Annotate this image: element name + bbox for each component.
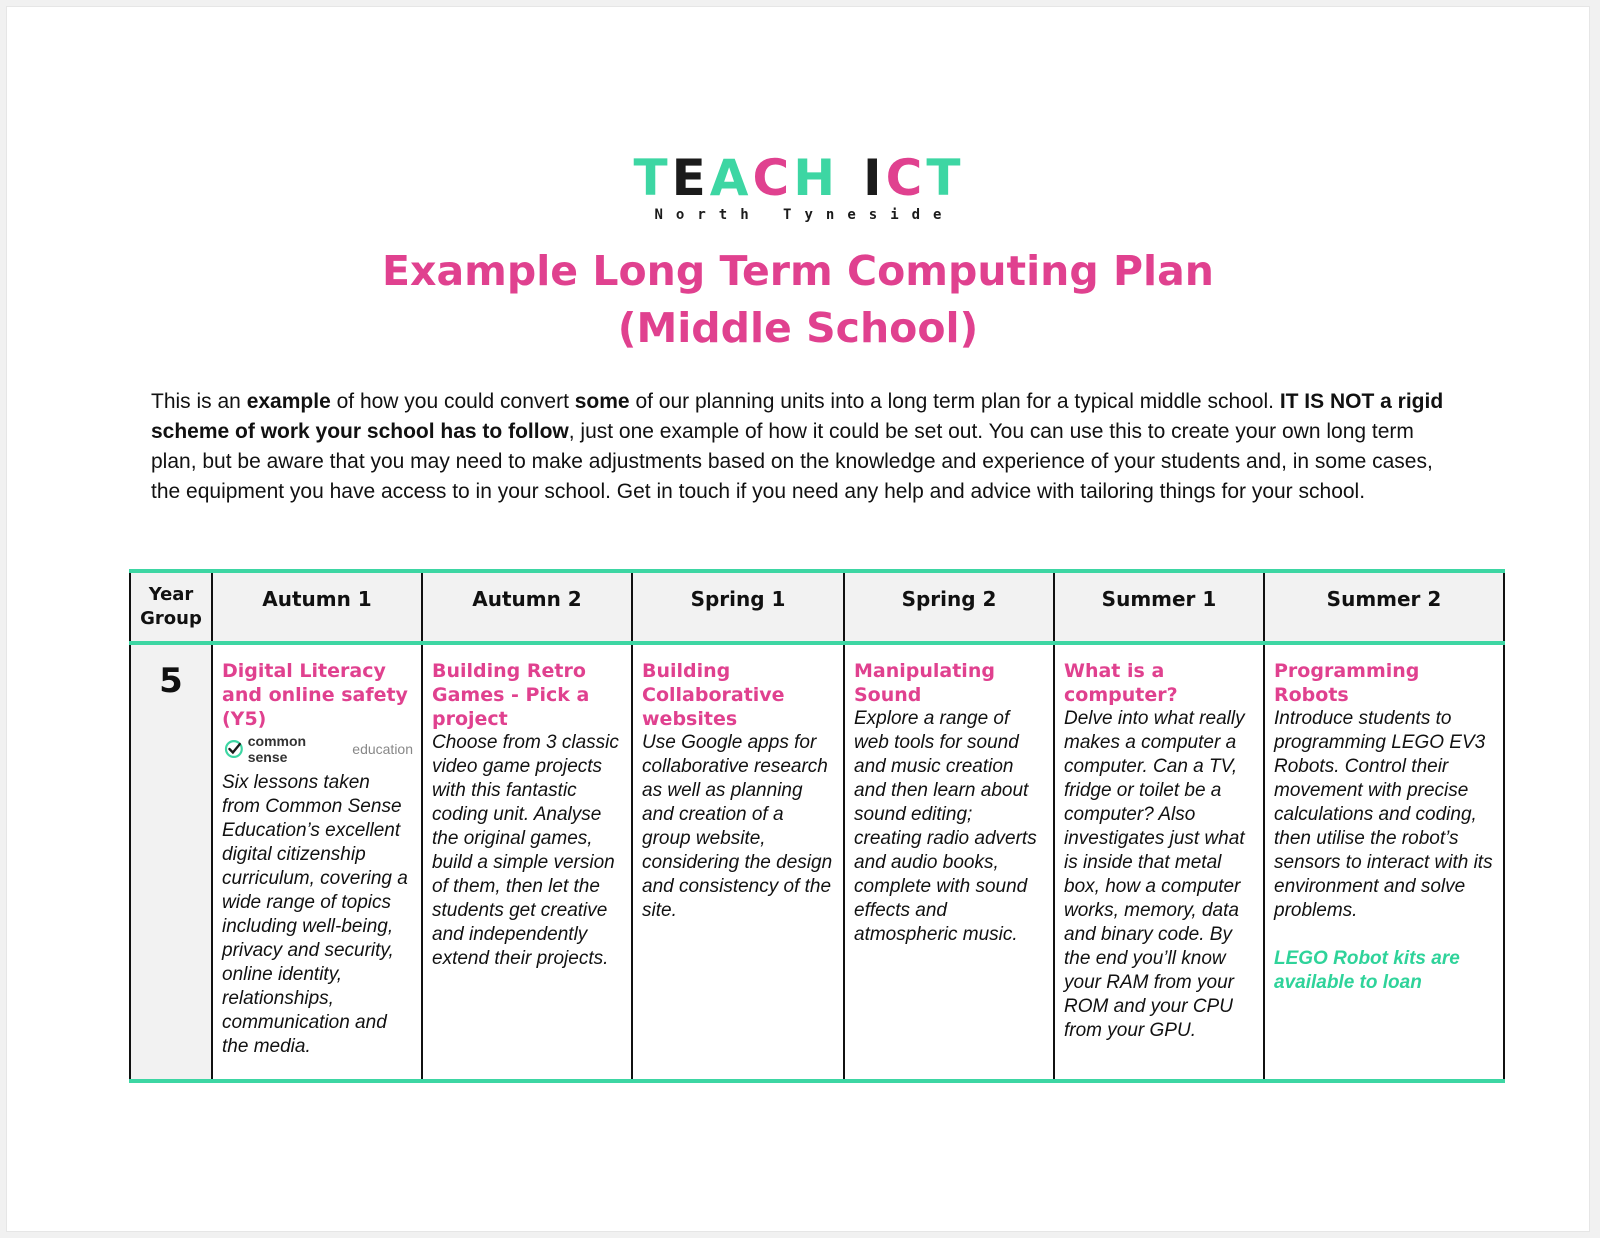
unit-description: Use Google apps for collaborative research as well as planning and creation of a group website, considering the design and consistency of the site. <box>642 732 833 921</box>
unit-cell <box>1264 643 1504 1081</box>
title-line-2: (Middle School) <box>617 304 979 352</box>
logo-wordmark <box>633 149 963 207</box>
check-circle-icon <box>224 739 244 759</box>
intro-text: This is an <box>151 390 247 413</box>
intro-bold: IT IS NOT a rigid scheme of work your school has to follow <box>151 390 1444 443</box>
intro-bold: example <box>246 390 331 413</box>
logo-subtitle: North Tyneside <box>654 207 955 223</box>
logo-letter: C <box>752 149 792 207</box>
badge-brand: common sense <box>247 733 307 765</box>
badge-suffix: education <box>352 741 413 757</box>
title-line-1: Example Long Term Computing Plan <box>382 247 1214 295</box>
logo-letter: C <box>885 149 925 207</box>
common-sense-badge <box>224 733 413 765</box>
header-term: Autumn 2 <box>422 571 632 643</box>
logo-letter: T <box>633 149 670 207</box>
unit-title: Building Collaborative websites <box>642 660 785 730</box>
logo-letter: I <box>863 149 884 207</box>
unit-title: Building Retro Games - Pick a project <box>432 660 590 730</box>
intro-bold: some <box>574 390 630 413</box>
teach-ict-logo <box>7 149 1589 223</box>
intro-paragraph <box>151 387 1461 507</box>
header-term: Autumn 1 <box>212 571 422 643</box>
header-term: Spring 1 <box>632 571 844 643</box>
page-title <box>7 243 1589 357</box>
unit-description: Explore a range of web tools for sound and music creation and then learn about sound editing; creating radio adverts and audio books, complete with sound effects and atmospheric music. <box>854 708 1037 945</box>
year-cell: 5 <box>130 643 212 1081</box>
logo-letter: E <box>671 149 708 207</box>
intro-text: of how you could convert <box>330 390 575 413</box>
unit-title: Digital Literacy and online safety (Y5) <box>222 660 408 730</box>
unit-title: What is a computer? <box>1064 660 1178 706</box>
unit-cell <box>632 643 844 1081</box>
header-term: Summer 1 <box>1054 571 1264 643</box>
header-term: Summer 2 <box>1264 571 1504 643</box>
intro-text: , just one example of how it could be set out. You can use this to create your own long term plan, but be aware that you may need to make adjustments based on the knowledge and experience of your students and, in some cases, the equipment you have access to in your school. Get in touch if you need any help and advice with tailoring things for your school. <box>151 420 1433 503</box>
unit-cell <box>844 643 1054 1081</box>
unit-description: Introduce students to programming LEGO EV3 Robots. Control their movement with precise calculations and coding, then utilise the robot’s sensors to interact with its environment and solve problems. <box>1274 708 1493 921</box>
logo-letter: A <box>709 149 751 207</box>
unit-cell <box>1054 643 1264 1081</box>
unit-title: Manipulating Sound <box>854 660 995 706</box>
header-term: Spring 2 <box>844 571 1054 643</box>
unit-description: Delve into what really makes a computer a computer. Can a TV, fridge or toilet be a computer? Also investigates just what is inside that metal box, how a computer works, memory, data and binary code. By the end you’ll know your RAM from your ROM and your CPU from your GPU. <box>1064 708 1245 1041</box>
loan-note: LEGO Robot kits are available to loan <box>1274 948 1460 993</box>
table-row <box>130 643 1504 1081</box>
document-page <box>6 6 1590 1232</box>
header-year-group: Year Group <box>130 571 212 643</box>
header-row <box>130 571 1504 643</box>
unit-cell <box>212 643 422 1081</box>
unit-title: Programming Robots <box>1274 660 1420 706</box>
unit-cell <box>422 643 632 1081</box>
intro-text: of our planning units into a long term plan for a typical middle school. <box>629 390 1280 413</box>
long-term-plan-table <box>129 569 1505 1083</box>
logo-letter: H <box>793 149 838 207</box>
unit-description: Choose from 3 classic video game projects with this fantastic coding unit. Analyse the original games, build a simple version of them, then let the students get creative and independently extend their projects. <box>432 732 619 969</box>
logo-letter: T <box>926 149 963 207</box>
unit-description: Six lessons taken from Common Sense Education’s excellent digital citizenship curriculum, covering a wide range of topics including well-being, privacy and security, online identity, relationships, communication and the media. <box>222 772 408 1057</box>
